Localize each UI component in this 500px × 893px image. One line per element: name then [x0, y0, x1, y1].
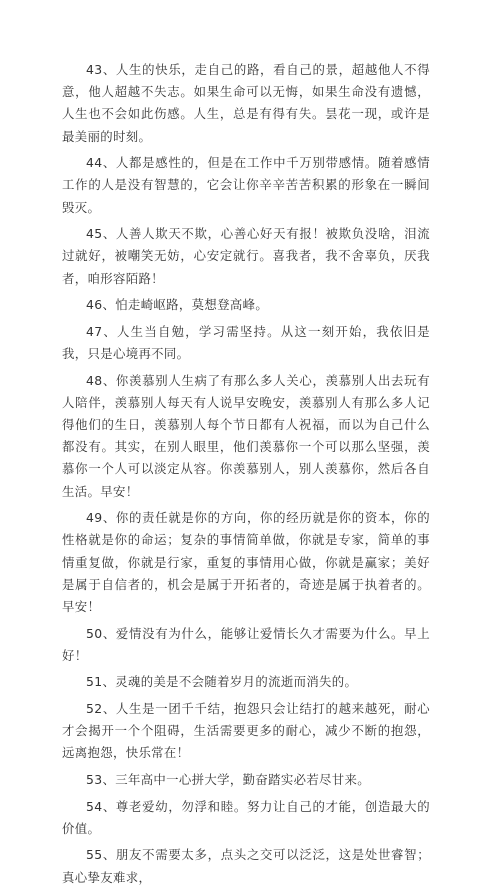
paragraph-50: 50、爱情没有为什么，能够让爱情长久才需要为什么。早上好！ — [62, 625, 430, 663]
paragraph-45: 45、人善人欺天不欺，心善心好天有报！被欺负没啥，泪流过就好，被嘲笑无妨，心安定就行。喜我者，我不舍辜负，厌我者，咱形容陌路！ — [62, 226, 430, 286]
paragraph-44: 44、人都是感性的，但是在工作中千万别带感情。随着感情工作的人是没有智慧的，它会让你辛辛苦苦积累的形象在一瞬间毁灭。 — [62, 155, 430, 215]
paragraph-47: 47、人生当自勉，学习需坚持。从这一刻开始，我依旧是我，只是心境再不同。 — [62, 323, 430, 361]
paragraph-46: 46、怕走崎岖路，莫想登高峰。 — [86, 297, 269, 313]
paragraph-51: 51、灵魂的美是不会随着岁月的流逝而消失的。 — [86, 674, 358, 690]
paragraph-49: 49、你的责任就是你的方向，你的经历就是你的资本，你的性格就是你的命运；复杂的事情简单做，你就是专家，简单的事情重复做，你就是行家，重复的事情用心做，你就是赢家；美好是属于自信者的，机会是属于开拓者的，奇迹是属于执着者的。早安！ — [62, 510, 430, 615]
document-body — [62, 59, 430, 893]
paragraph-53: 53、三年高中一心拼大学，勤奋踏实必若尽甘来。 — [86, 772, 371, 787]
paragraph-52: 52、人生是一团千千结，抱怨只会让结打的越来越死，耐心才会揭开一个个阻碍，生活需要更多的耐心，减少不断的抱怨，远离抱怨，快乐常在！ — [62, 701, 430, 761]
paragraph-54: 54、尊老爱幼，勿浮和睦。努力让自己的才能，创造最大的价值。 — [62, 798, 430, 836]
paragraph-43: 43、人生的快乐，走自己的路，看自己的景，超越他人不得意，他人超越不失志。如果生命可以无悔，如果生命没有遗憾，人生也不会如此伤感。人生，总是有得有失。昙花一现，或许是最美丽的时刻。 — [62, 62, 430, 144]
paragraph-48: 48、你羡慕别人生病了有那么多人关心，羡慕别人出去玩有人陪伴，羡慕别人每天有人说早安晚安，羡慕别人有那么多人记得他们的生日，羡慕别人每个节日都有人祝福，而以为自己什么都没有。其实，在别人眼里，他们羡慕你一个可以那么坚强，羡慕你一个人可以淡定从容。你羡慕别人，别人羡慕你，然后各自生活。早安！ — [62, 372, 430, 499]
paragraph-55: 55、朋友不需要太多，点头之交可以泛泛，这是处世睿智；真心挚友难求， — [62, 847, 430, 885]
